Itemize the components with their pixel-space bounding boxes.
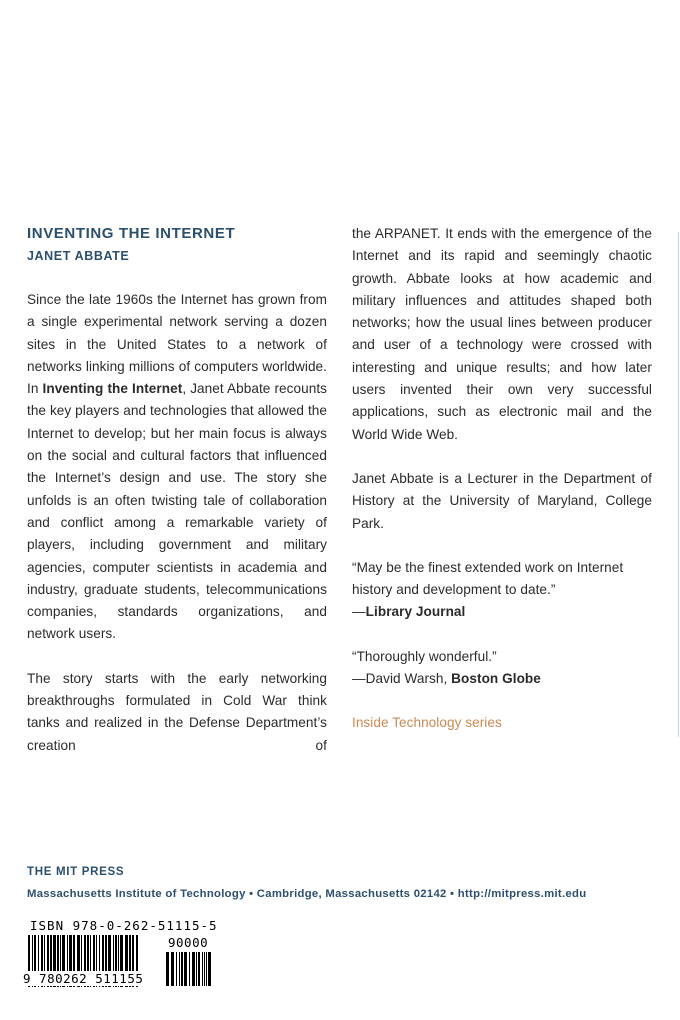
- isbn-number: ISBN 978-0-262-51115-5: [30, 918, 218, 933]
- ean-number: 9 780262 511155: [23, 971, 144, 986]
- book-author: JANET ABBATE: [27, 249, 130, 263]
- author-bio: Janet Abbate is a Lecturer in the Department of History at the University of Maryland, College Park.: [352, 470, 652, 531]
- barcode-bar: [166, 952, 169, 986]
- barcode-bar: [202, 952, 203, 986]
- review-source: Boston Globe: [451, 671, 541, 687]
- price-barcode-bars: [164, 952, 224, 986]
- review-dash: —: [352, 604, 366, 620]
- review-1: [352, 557, 652, 624]
- barcode-bar: [184, 952, 187, 986]
- review-quote: “May be the finest extended work on Internet history and development to date.”: [352, 559, 624, 598]
- book-title: INVENTING THE INTERNET: [27, 225, 236, 242]
- barcode-bar: [181, 952, 183, 986]
- barcode-bar: [179, 952, 180, 986]
- edge-rule: [678, 232, 679, 737]
- blurb-text: , Janet Abbate recounts the key players and technologies that allowed the Internet to develop; but her main focus is always on the social and cultural factors that influenced the Internet’s design and use. The story she unfolds is an often twisting tale of collaboration and conflict among a remarkable variety of players, including government and military agencies, computer scientists in academia and industry, graduate students, telecommunications companies, standards organizations, and network users.: [27, 381, 328, 642]
- barcode-bar: [196, 952, 197, 986]
- barcode-bar: [206, 952, 207, 986]
- review-source: Library Journal: [365, 604, 466, 620]
- barcode-bar: [176, 952, 177, 986]
- blurb-paragraph-1: [27, 289, 327, 646]
- price-code: 90000: [168, 935, 209, 950]
- blurb-text: Since the late 1960s the Internet has grown from a single experimental network serving a dozen sites in the United States to a network of networks linking millions of computers worldwide. In: [27, 292, 327, 397]
- left-column: [27, 223, 327, 779]
- barcode-bar: [171, 952, 174, 986]
- publisher-address: Massachusetts Institute of Technology • Cambridge, Massachusetts 02142 • http://mitpress.mit.edu: [27, 888, 587, 900]
- publisher-name: THE MIT PRESS: [27, 866, 125, 878]
- review-person: David Warsh,: [365, 671, 452, 687]
- blurb-paragraph-2: The story starts with the early networking breakthroughs formulated in Cold War think tanks and realized in the Defense Department’s creation of: [27, 670, 327, 753]
- barcode-bar: [192, 952, 195, 986]
- barcode-bar: [204, 952, 205, 986]
- review-dash: —: [352, 671, 366, 687]
- book-title-inline: Inventing the Internet: [42, 381, 183, 397]
- review-quote: “Thoroughly wonderful.”: [352, 648, 497, 664]
- series-name: Inside Technology series: [352, 715, 502, 731]
- right-column: [352, 223, 652, 757]
- blurb-paragraph-2-continued: the ARPANET. It ends with the emergence of the Internet and its rapid and seemingly chaotic growth. Abbate looks at how academic and military influences and attitudes shaped both networks; how the usual lines between producer and user of a technology were crossed with interesting and unique results; and how later users invented their own very successful applications, such as electronic mail and the World Wide Web.: [352, 226, 652, 442]
- barcode-bar: [189, 952, 190, 986]
- barcode-bar: [208, 952, 211, 986]
- review-2: [352, 646, 652, 691]
- barcode-bar: [198, 952, 200, 986]
- barcode: [20, 918, 230, 988]
